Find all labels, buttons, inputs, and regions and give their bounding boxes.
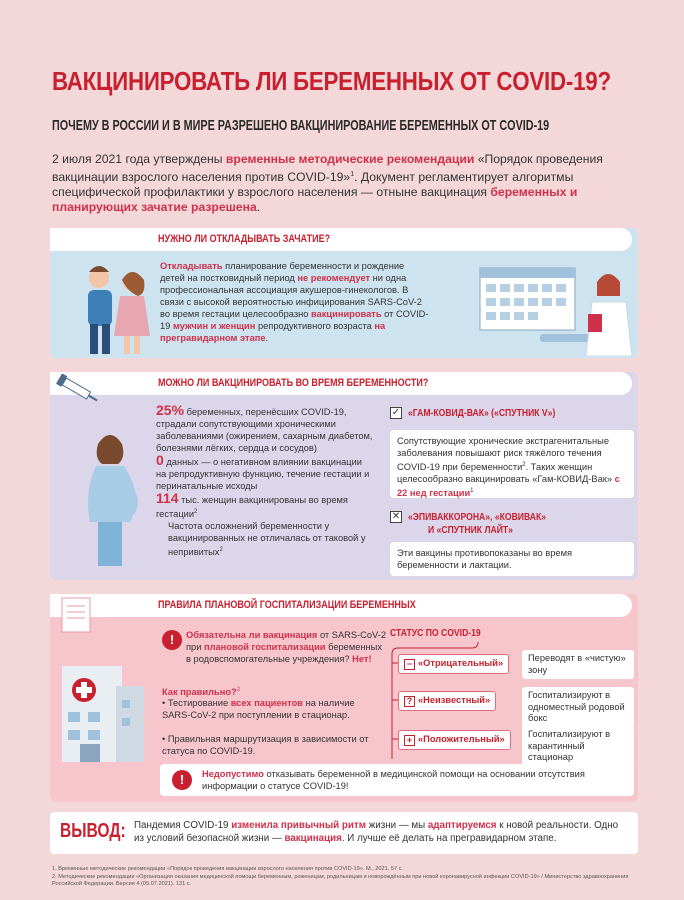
status-label: «Отрицательный»	[418, 658, 504, 668]
status-negative	[398, 654, 509, 674]
text-red: на прегравидарном этапе	[160, 321, 386, 343]
text-red: не рекомендует	[297, 273, 371, 283]
text: ни одна профессиональная ассоциация акушеров-гинекологов. В связи с высокой вероятностью инфицирования SARS-CoV-2 во время гестации целесообразно	[160, 273, 422, 319]
section-conception	[50, 228, 638, 358]
stat-item	[156, 492, 374, 520]
cross-icon: ✕	[391, 511, 401, 522]
intro-paragraph	[52, 152, 642, 215]
footnote-ref: 1	[470, 488, 474, 495]
how-bullet-2: • Правильная маршрутизация в зависимости от статуса по COVID-19.	[162, 734, 369, 756]
text-red: мужчин и женщин	[172, 321, 256, 331]
text-red: изменила привычный ритм	[231, 820, 366, 831]
text: от COVID-19	[160, 309, 429, 331]
stat-text: беременных, перенёсших COVID-19, страдали сопутствующими хроническими заболеваниями (ожирением, сахарным диабетом, болезнями лёгких, сердца и сосудов)	[156, 407, 373, 453]
page-title: ВАКЦИНИРОВАТЬ ЛИ БЕРЕМЕННЫХ ОТ COVID-19?	[52, 66, 611, 96]
text-red: Недопустимо	[202, 769, 264, 779]
hospital-illustration	[56, 646, 148, 764]
section-hospitalization	[50, 594, 638, 802]
stat-number: 0	[156, 452, 164, 468]
footnote-ref-1: 1	[350, 171, 355, 178]
conclusion-label: ВЫВОД:	[60, 820, 126, 842]
footnote-ref: 2	[236, 687, 241, 693]
hospital-question	[186, 629, 386, 665]
question-icon: ?	[404, 696, 415, 707]
text: планирование беременности и рождение детей на постковидный период	[160, 261, 405, 283]
text-red: плановой госпитализации	[203, 642, 326, 652]
stat-text: Частота осложнений беременности у вакцинированных не отличалась от таковой у непривитых	[168, 521, 366, 558]
section-pregnancy	[50, 372, 638, 580]
text: Пандемия COVID-19	[134, 820, 232, 831]
status-unknown-result: Госпитализируют в одноместный родовой бокс	[522, 687, 634, 728]
vaccine-allowed-text	[397, 435, 629, 499]
text-red: вакцинировать	[310, 309, 382, 319]
status-positive	[398, 730, 511, 750]
text: жизни — мы	[365, 820, 428, 831]
section-conception-title: НУЖНО ЛИ ОТКЛАДЫВАТЬ ЗАЧАТИЕ?	[158, 233, 331, 245]
status-label: «Положительный»	[418, 734, 505, 744]
stat-item	[156, 454, 374, 492]
stat-text: тыс. женщин вакцинированы во время гестации	[156, 495, 348, 520]
footnote-2: 2. Методические рекомендации «Организация оказания медицинской помощи беременным, роженицам, родильницам и новорождённым при новой коронавирусной инфекции COVID-19» / Министерство здравоохранения Российской Федерации. Версия 4 (05.07.2021). 131 с.	[52, 874, 629, 887]
couple-illustration	[64, 258, 174, 356]
intro-highlight-2: беременных и планирующих зачатие разрешена	[52, 185, 578, 215]
section-conception-text	[160, 260, 430, 344]
text: беременных в родовспомогательные учреждения?	[186, 642, 382, 664]
how-bullet-1: • Тестирование всех пациентов на наличие SARS-CoV-2 при поступлении в стационар.	[162, 698, 355, 720]
text: отказывать беременной в медицинской помощи на основании отсутствия информации о статусе COVID-19!	[202, 769, 585, 791]
intro-text-1: 2 июля 2021 года утверждены	[52, 152, 226, 166]
text: .	[265, 333, 269, 343]
document-icon	[60, 596, 94, 636]
minus-icon: −	[404, 659, 415, 670]
vaccine-forbidden-text: Эти вакцины противопоказаны во время беременности и лактации.	[397, 548, 573, 570]
stat-item	[156, 404, 374, 454]
stat-number: 25%	[156, 402, 185, 418]
text: . Таких женщин целесообразно вакцинировать «Гам-КОВИД-Вак»	[397, 462, 615, 485]
intro-text-4: .	[256, 200, 261, 215]
warning-text	[202, 768, 622, 792]
page-subtitle: ПОЧЕМУ В РОССИИ И В МИРЕ РАЗРЕШЕНО ВАКЦИНИРОВАНИЕ БЕРЕМЕННЫХ ОТ COVID-19	[52, 117, 550, 134]
text: на наличие SARS-CoV-2 при поступлении в стационар.	[162, 698, 355, 720]
checkmark-icon: ✓	[391, 407, 401, 418]
stat-item	[156, 520, 374, 558]
status-positive-result: Госпитализируют в карантинный стационар	[522, 726, 634, 767]
status-title: СТАТУС ПО COVID-19	[390, 627, 481, 639]
text-red: адаптируемся	[427, 820, 497, 831]
section-hospitalization-title: ПРАВИЛА ПЛАНОВОЙ ГОСПИТАЛИЗАЦИИ БЕРЕМЕННЫХ	[158, 599, 416, 611]
plus-icon: +	[404, 735, 415, 746]
text: к новой реальности. Одно из условий безопасной жизни —	[134, 820, 619, 844]
status-label: «Неизвестный»	[418, 695, 491, 705]
text-red: Как правильно?	[162, 687, 237, 698]
stats-list	[156, 404, 374, 558]
section-header-band	[50, 228, 632, 251]
status-negative-result: Переводят в «чистую» зону	[522, 650, 634, 679]
vaccine-forbidden-title-1: «ЭПИВАККОРОНА», «КОВИВАК»	[408, 511, 547, 523]
stat-number: 114	[156, 490, 179, 506]
text-red: вакцинация	[284, 833, 342, 844]
intro-text-2: «Порядок проведения вакцинации взрослого населения против COVID-19»	[52, 152, 603, 185]
text: Правильная маршрутизация в зависимости от статуса по COVID-19.	[162, 734, 369, 756]
footnote-ref: 2	[522, 462, 526, 468]
text-red: Откладывать	[160, 261, 223, 271]
text: Тестирование	[167, 698, 231, 708]
text-red: Обязательна ли вакцинация	[186, 630, 318, 640]
vaccine-forbidden-title-2: И «СПУТНИК ЛАЙТ»	[428, 524, 513, 536]
intro-highlight-1: временные методические рекомендации	[225, 152, 475, 166]
stat-text: данных — о негативном влиянии вакцинации на репродуктивную функцию, течение гестации и перинатальные исходы	[156, 457, 370, 491]
text: репродуктивного возраста	[255, 321, 375, 331]
doctor-calendar-illustration	[470, 258, 635, 356]
status-unknown	[398, 691, 496, 711]
alert-icon: !	[162, 630, 182, 650]
text: от SARS-CoV-2 при	[186, 630, 387, 652]
footnote-ref: 2	[219, 547, 223, 554]
alert-icon: !	[172, 770, 192, 790]
pregnant-woman-illustration	[70, 430, 150, 570]
syringe-icon	[54, 374, 104, 406]
text: Сопутствующие хронические экстрагенитальные заболевания повышают риск тяжёлого течения COVID-19 при беременности	[397, 436, 609, 473]
footnote-ref: 2	[194, 509, 198, 515]
intro-text-3: . Документ регламентирует алгоритмы специфической профилактики у взрослого населения — отныне вакцинация	[52, 170, 574, 200]
text-red: всех пациентов	[230, 698, 303, 708]
how-heading	[162, 684, 240, 698]
text-red: с 22 нед гестации	[397, 474, 620, 499]
answer-no: Нет!	[352, 654, 372, 664]
section-pregnancy-title: МОЖНО ЛИ ВАКЦИНИРОВАТЬ ВО ВРЕМЯ БЕРЕМЕННОСТИ?	[158, 377, 429, 389]
footnote-1: 1. Временные методические рекомендации «Порядок проведения вакцинации взрослого населения против COVID-19». М., 2021. 57 с.	[52, 866, 403, 872]
text: . И лучше её делать на прегравидарном этапе.	[341, 833, 557, 844]
conclusion-text	[134, 819, 624, 845]
vaccine-allowed-title: «ГАМ-КОВИД-ВАК» («СПУТНИК V»)	[408, 407, 556, 419]
